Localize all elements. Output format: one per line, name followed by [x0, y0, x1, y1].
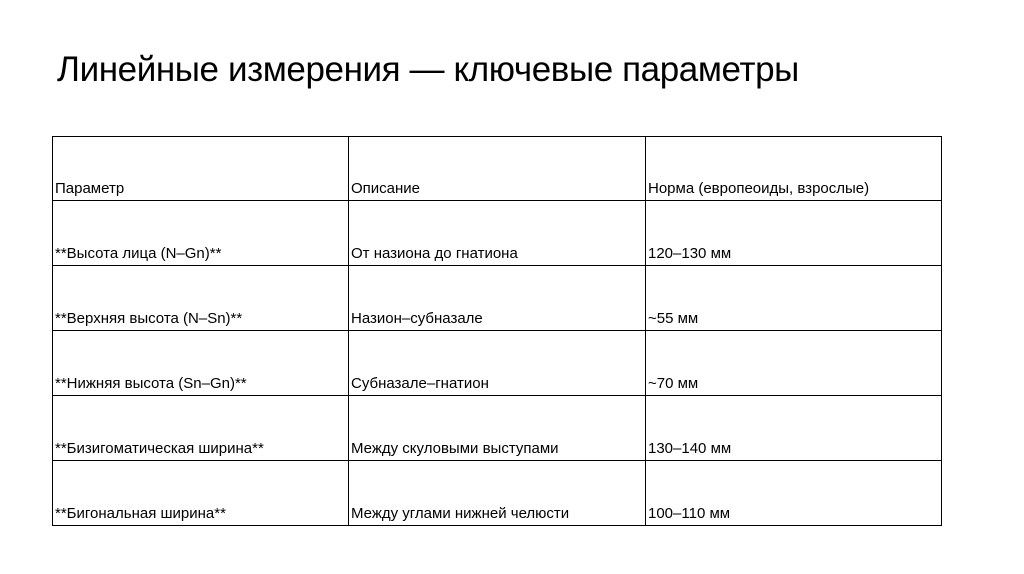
parameters-table [52, 136, 942, 526]
cell-parameter: **Высота лица (N–Gn)** [53, 201, 349, 266]
table-row [53, 266, 942, 331]
cell-norm: 120–130 мм [646, 201, 942, 266]
cell-norm: 100–110 мм [646, 461, 942, 526]
cell-parameter: **Бигональная ширина** [53, 461, 349, 526]
table-row [53, 396, 942, 461]
header-cell-description: Описание [349, 137, 646, 201]
table-row [53, 331, 942, 396]
header-cell-norm: Норма (европеоиды, взрослые) [646, 137, 942, 201]
cell-description: От назиона до гнатиона [349, 201, 646, 266]
cell-norm: ~55 мм [646, 266, 942, 331]
cell-norm: 130–140 мм [646, 396, 942, 461]
cell-parameter: **Нижняя высота (Sn–Gn)** [53, 331, 349, 396]
cell-description: Между скуловыми выступами [349, 396, 646, 461]
slide-title: Линейные измерения — ключевые параметры [57, 50, 799, 89]
table-header-row [53, 137, 942, 201]
table-row [53, 461, 942, 526]
header-cell-parameter: Параметр [53, 137, 349, 201]
cell-parameter: **Бизигоматическая ширина** [53, 396, 349, 461]
cell-description: Между углами нижней челюсти [349, 461, 646, 526]
cell-norm: ~70 мм [646, 331, 942, 396]
cell-description: Субназале–гнатион [349, 331, 646, 396]
table-row [53, 201, 942, 266]
cell-parameter: **Верхняя высота (N–Sn)** [53, 266, 349, 331]
cell-description: Назион–субназале [349, 266, 646, 331]
